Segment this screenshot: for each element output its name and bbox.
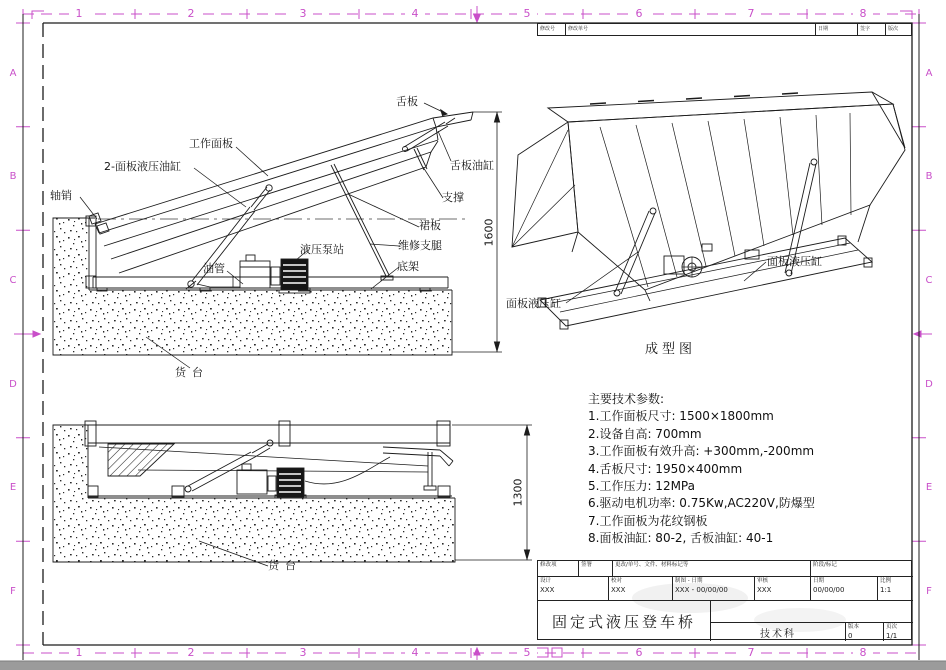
drawing-title-cell	[538, 601, 711, 641]
label-work-panel: 工作面板	[189, 137, 233, 150]
grid-row-e-right: E	[922, 482, 936, 494]
label-oil-pipe: 油管	[203, 262, 225, 275]
tech-param-item: 2.设备自高: 700mm	[588, 426, 702, 441]
grid-row-f-right: F	[922, 586, 936, 598]
tech-param-item: 1.工作面板尺寸: 1500×1800mm	[588, 409, 774, 424]
iso-view-caption: 成型图	[645, 342, 697, 357]
tb-modify-item: 修改项	[538, 561, 579, 577]
grid-col-5: 5	[517, 8, 537, 20]
tech-params-title: 主要技术参数:	[588, 392, 665, 406]
grid-col-5-bottom: 5	[517, 647, 537, 659]
grid-col-7: 7	[741, 8, 761, 20]
grid-row-a-right: A	[922, 68, 936, 80]
revision-col-order: 修改单号	[566, 24, 816, 35]
label-base-frame: 底架	[397, 260, 419, 273]
side-view-raised	[53, 103, 502, 368]
label-skirt-plate: 裙板	[419, 219, 441, 232]
tb-auditor: 审核 XXX	[755, 577, 811, 601]
grid-col-7-bottom: 7	[741, 647, 761, 659]
tech-param-item: 5.工作压力: 12MPa	[588, 479, 695, 494]
tech-param-item: 4.舌板尺寸: 1950×400mm	[588, 461, 743, 476]
grid-row-d-right: D	[922, 379, 936, 391]
grid-col-3: 3	[293, 8, 313, 20]
grid-col-2: 2	[181, 8, 201, 20]
grid-row-e: E	[6, 482, 20, 494]
revision-col-rev: 版次	[888, 26, 899, 32]
grid-row-a: A	[6, 68, 20, 80]
revision-col-no: 修改号	[538, 24, 566, 35]
tech-param-item: 6.驱动电机功率: 0.75Kw,AC220V,防爆型	[588, 496, 815, 511]
grid-col-8-bottom: 8	[853, 647, 873, 659]
grid-row-c: C	[6, 275, 20, 287]
dimension-1300: 1300	[511, 478, 525, 507]
grid-col-3-bottom: 3	[293, 647, 313, 659]
tech-param-item: 8.面板油缸: 80-2, 舌板油缸: 40-1	[588, 531, 774, 546]
label-platform-bottom: 货台	[268, 559, 302, 572]
tb-change-desc: 更改/单号、文件、材料标记等	[613, 561, 811, 577]
tb-stage-mark: 阶段/标记	[811, 561, 913, 577]
tb-checker: 校对 XXX	[609, 577, 673, 601]
label-tongue-cylinder: 舌板油缸	[450, 159, 494, 172]
tb-version-cell: 版本 0	[846, 623, 884, 641]
grid-col-2-bottom: 2	[181, 647, 201, 659]
label-panel-cylinder-right: 面板液压缸	[767, 255, 822, 268]
grid-col-6: 6	[629, 8, 649, 20]
tb-empty-cell	[711, 601, 913, 623]
label-panel-cylinders: 2-面板液压油缸	[104, 160, 181, 173]
department-name: 技术科	[760, 628, 796, 640]
grid-col-4: 4	[405, 8, 425, 20]
tb-date: 日期 00/00/00	[811, 577, 878, 601]
side-view-stored	[53, 421, 532, 566]
grid-col-6-bottom: 6	[629, 647, 649, 659]
grid-col-8: 8	[853, 8, 873, 20]
grid-col-1: 1	[69, 8, 89, 20]
tb-scale: 比例 1:1	[878, 577, 913, 601]
grid-row-b-right: B	[922, 171, 936, 183]
tb-sheet-cell: 页次 1/1	[886, 624, 898, 640]
label-axle-pin: 轴销	[50, 189, 72, 202]
label-pump-station: 液压泵站	[300, 243, 344, 256]
tb-designer: 设计 XXX	[538, 577, 609, 601]
tb-drafter-date: 制图 - 日期 XXX - 00/00/00	[673, 577, 755, 601]
tech-param-item: 3.工作面板有效升高: +300mm,-200mm	[588, 444, 815, 459]
label-support: 支撑	[442, 191, 464, 204]
grid-col-4-bottom: 4	[405, 647, 425, 659]
grid-row-b: B	[6, 171, 20, 183]
tb-signature: 签署	[579, 561, 613, 577]
revision-col-sign: 签字	[858, 24, 886, 35]
grid-row-c-right: C	[922, 275, 936, 287]
drawing-title: 固定式液压登车桥	[551, 612, 696, 631]
label-tongue-plate: 舌板	[396, 95, 418, 108]
label-panel-cylinder-left: 面板液压缸	[506, 297, 561, 310]
tech-params-block	[588, 391, 923, 548]
label-platform-top: 货台	[175, 366, 209, 379]
title-block	[537, 560, 912, 640]
dimension-1600: 1600	[482, 218, 496, 247]
grid-col-1-bottom: 1	[69, 647, 89, 659]
label-service-leg: 维修支腿	[398, 239, 442, 252]
tech-param-item: 7.工作面板为花纹钢板	[588, 513, 708, 528]
tb-department-cell	[711, 623, 846, 641]
grid-row-f: F	[6, 586, 20, 598]
grid-row-d: D	[6, 379, 20, 391]
revision-col-date: 日期	[816, 24, 858, 35]
revision-strip	[537, 23, 912, 36]
isometric-view	[512, 92, 905, 329]
